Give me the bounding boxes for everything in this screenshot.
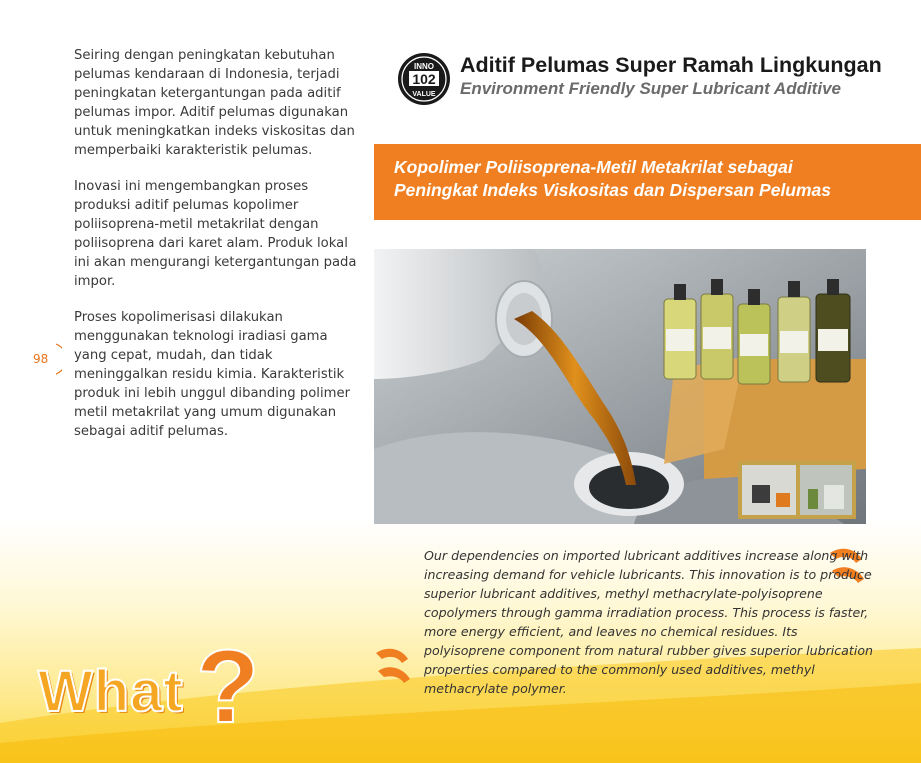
- page-subtitle-english: Environment Friendly Super Lubricant Additive: [460, 79, 841, 98]
- lab-inset-photo: [738, 461, 856, 519]
- product-banner: [374, 144, 921, 220]
- body-paragraph: Seiring dengan peningkatan kebutuhan pelumas kendaraan di Indonesia, terjadi peningkatan ketergantungan pada aditif pelumas impor. Aditif pelumas digunakan untuk meningkatkan indeks viskositas dan memperbaiki karakteristik pelumas.: [74, 48, 355, 158]
- page-number: 98: [33, 352, 49, 366]
- opening-quote-mark: [372, 645, 414, 695]
- banner-line-1: Kopolimer Poliisoprena-Metil Metakrilat sebagai: [394, 157, 793, 177]
- banner-line-2: Peningkat Indeks Viskositas dan Dispersan Pelumas: [394, 180, 832, 200]
- what-question-mark: ?: [196, 629, 260, 745]
- oil-pouring-illustration: [374, 249, 866, 524]
- what-heading: What: [38, 659, 184, 724]
- body-text-column: [74, 46, 364, 458]
- logo-number-text: 102: [412, 71, 436, 87]
- body-paragraph: Inovasi ini mengembangkan proses produksi aditif pelumas kopolimer poliisoprena-metil metakrilat dengan poliisoprena dari karet alam. Produk lokal ini akan mengurangi ketergantungan pada impor.: [74, 179, 357, 289]
- english-summary-quote: Our dependencies on imported lubricant additives increase along with increasing demand for vehicle lubricants. This innovation is to produce superior lubricant additives, methyl methacrylate-polyisoprene copolymers through gamma irradiation process. This process is faster, more energy efficient, and leaves no chemical residues. Its polyisoprene component from natural rubber gives superior lubrication properties compared to the commonly used additives, methyl methacrylate polymer.: [424, 548, 874, 696]
- page-title: Aditif Pelumas Super Ramah Lingkungan: [460, 53, 882, 77]
- logo-bottom-text: VALUE: [412, 91, 436, 98]
- product-photo: [374, 249, 866, 524]
- body-paragraph: Proses kopolimerisasi dilakukan menggunakan teknologi iradiasi gama yang cepat, mudah, dan tidak meninggalkan residu kimia. Karakteristik produk ini lebih unggul dibanding polimer metil metakrilat yang umum digunakan sebagai aditif pelumas.: [74, 310, 350, 439]
- logo-top-text: INNO: [414, 62, 434, 71]
- page-number-marker: [28, 342, 62, 376]
- inno-value-logo: [397, 52, 451, 106]
